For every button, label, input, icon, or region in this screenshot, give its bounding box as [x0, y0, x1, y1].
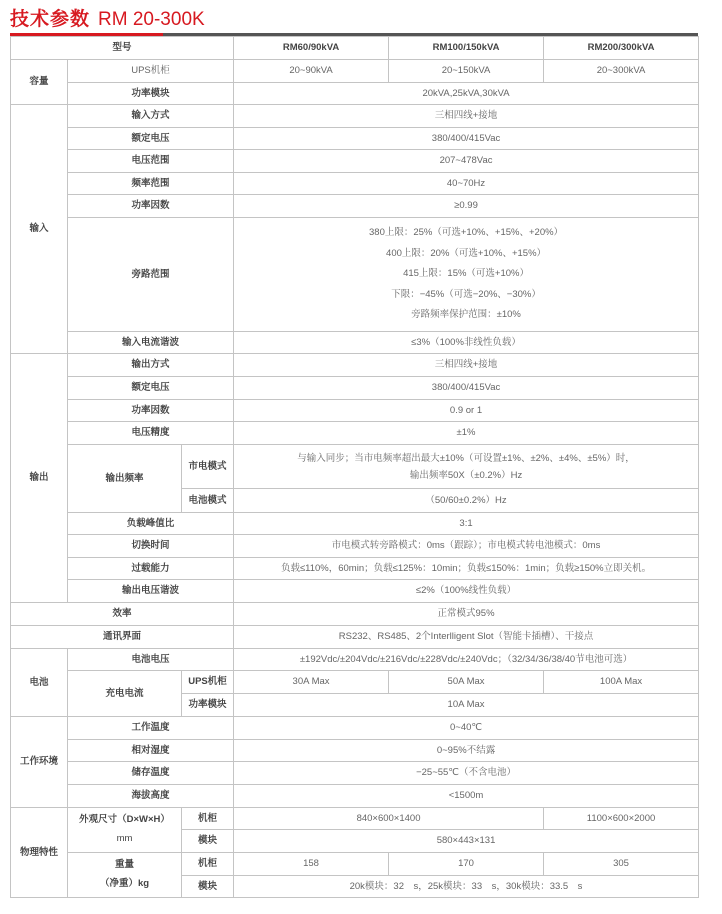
sub-label: 市电模式: [182, 445, 234, 489]
row-label: 输出方式: [68, 354, 234, 377]
bypass-range-values: [234, 218, 699, 332]
cell-value: 158: [234, 853, 389, 876]
model-col-3: RM200/300kVA: [544, 37, 699, 60]
row-label: 储存温度: [68, 762, 234, 785]
cell-value: 305: [544, 853, 699, 876]
table-row-model: [11, 37, 699, 60]
cell-value: 50A Max: [389, 671, 544, 694]
cell-value: <1500m: [234, 785, 699, 808]
row-label: 电压范围: [68, 150, 234, 173]
model-col-1: RM60/90kVA: [234, 37, 389, 60]
table-row-bypass: [11, 218, 699, 332]
row-label: 通讯界面: [11, 626, 234, 649]
row-label: 工作温度: [68, 717, 234, 740]
table-row: [11, 580, 699, 603]
table-row: [11, 83, 699, 105]
table-row: [11, 513, 699, 535]
page-title: [10, 4, 205, 32]
dimensions-label-line: 外观尺寸（D×W×H）: [79, 813, 170, 825]
cell-value: 170: [389, 853, 544, 876]
row-label: UPS机柜: [68, 60, 234, 83]
table-row: [11, 195, 699, 218]
mains-mode-values: [234, 445, 699, 489]
spec-table: [10, 36, 699, 898]
table-row: [11, 60, 699, 83]
table-row: [11, 853, 699, 876]
sub-label: UPS机柜: [182, 671, 234, 694]
cell-value: 市电模式转旁路模式：0ms（跟踪）；市电模式转电池模式：0ms: [234, 535, 699, 558]
cell-value: 380/400/415Vac: [234, 377, 699, 400]
cell-value: 40~70Hz: [234, 173, 699, 195]
bypass-line: 旁路频率保护范围：±10%: [411, 309, 521, 321]
cell-value: 30A Max: [234, 671, 389, 694]
table-row: [11, 717, 699, 740]
table-row: [11, 173, 699, 195]
dimensions-label: [68, 808, 182, 853]
table-row: [11, 603, 699, 626]
cell-value: 0.9 or 1: [234, 400, 699, 422]
cell-value: 0~40℃: [234, 717, 699, 740]
dimensions-unit: mm: [116, 832, 133, 844]
sub-label: 功率模块: [182, 694, 234, 717]
cell-value: 840×600×1400: [234, 808, 544, 830]
group-environment: 工作环境: [11, 717, 68, 808]
cell-value: 三相四线+接地: [234, 105, 699, 128]
row-label: 功率因数: [68, 400, 234, 422]
row-label: 电池电压: [68, 649, 234, 671]
group-capacity: 容量: [11, 60, 68, 105]
model-col-2: RM100/150kVA: [389, 37, 544, 60]
group-battery: 电池: [11, 649, 68, 717]
table-row: [11, 128, 699, 150]
cell-value: 380/400/415Vac: [234, 128, 699, 150]
row-label: 相对湿度: [68, 740, 234, 762]
row-label: 旁路范围: [68, 218, 234, 332]
cell-value: 20~90kVA: [234, 60, 389, 83]
group-physical: 物理特性: [11, 808, 68, 898]
table-row: [11, 762, 699, 785]
cell-value: 0~95%不结露: [234, 740, 699, 762]
cell-value: ≤2%（100%线性负载）: [234, 580, 699, 603]
table-row: [11, 535, 699, 558]
table-row: [11, 400, 699, 422]
cell-value: ≤3%（100%非线性负载）: [234, 332, 699, 354]
cell-value: 10A Max: [234, 694, 699, 717]
table-row: [11, 626, 699, 649]
row-label: 输入方式: [68, 105, 234, 128]
bypass-line: 380上限：25%（可选+10%、+15%、+20%）: [369, 227, 564, 239]
cell-value: 20~300kVA: [544, 60, 699, 83]
cell-value: ±192Vdc/±204Vdc/±216Vdc/±228Vdc/±240Vdc；（32/34/36/38/40节电池可选）: [234, 649, 699, 671]
table-row: [11, 105, 699, 128]
table-row: [11, 558, 699, 580]
row-label: 输出电压谐波: [68, 580, 234, 603]
row-label: 功率模块: [68, 83, 234, 105]
table-row: [11, 354, 699, 377]
sub-label: 机柜: [182, 853, 234, 876]
cell-value: 正常模式95%: [234, 603, 699, 626]
table-row: [11, 422, 699, 445]
cell-value: 20kVA,25kVA,30kVA: [234, 83, 699, 105]
sub-label: 电池模式: [182, 489, 234, 513]
row-label: 切换时间: [68, 535, 234, 558]
cell-value: 20~150kVA: [389, 60, 544, 83]
sub-label: 模块: [182, 830, 234, 853]
cell-value: 3:1: [234, 513, 699, 535]
table-row: [11, 740, 699, 762]
table-row: [11, 649, 699, 671]
cell-value: 20k模块：32 s，25k模块：33 s，30k模块：33.5 s: [234, 876, 699, 898]
table-row: [11, 808, 699, 830]
cell-value: ±1%: [234, 422, 699, 445]
cell-value: 负载≤110%，60min；负载≤125%：10min；负载≤150%：1min；负载≥150%立即关机。: [234, 558, 699, 580]
weight-unit: （净重）kg: [99, 877, 150, 889]
cell-value: 207~478Vac: [234, 150, 699, 173]
table-row: [11, 332, 699, 354]
table-row: [11, 150, 699, 173]
bypass-line: 415上限：15%（可选+10%）: [403, 268, 529, 280]
row-label: 负载峰值比: [68, 513, 234, 535]
mains-line: 输出频率50X（±0.2%）Hz: [409, 469, 523, 481]
cell-value: 580×443×131: [234, 830, 699, 853]
cell-value: （50/60±0.2%）Hz: [234, 489, 699, 513]
row-label: 充电电流: [68, 671, 182, 717]
cell-value: 三相四线+接地: [234, 354, 699, 377]
weight-label-line: 重量: [114, 858, 134, 870]
row-label: 输出频率: [68, 445, 182, 513]
model-label: 型号: [11, 37, 234, 60]
cell-value: 100A Max: [544, 671, 699, 694]
row-label: 频率范围: [68, 173, 234, 195]
row-label: 过载能力: [68, 558, 234, 580]
title-chinese: 技术参数: [10, 9, 91, 30]
table-row: [11, 377, 699, 400]
row-label: 效率: [11, 603, 234, 626]
group-input: 输入: [11, 105, 68, 354]
row-label: 额定电压: [68, 377, 234, 400]
table-row: [11, 671, 699, 694]
row-label: 海拔高度: [68, 785, 234, 808]
mains-line: 与输入同步；当市电频率超出最大±10%（可设置±1%、±2%、±4%、±5%）时，: [297, 452, 635, 464]
row-label: 输入电流谐波: [68, 332, 234, 354]
cell-value: ≥0.99: [234, 195, 699, 218]
sub-label: 机柜: [182, 808, 234, 830]
bypass-line: 400上限：20%（可选+10%、+15%）: [386, 247, 547, 259]
row-label: 功率因数: [68, 195, 234, 218]
sub-label: 模块: [182, 876, 234, 898]
table-row: [11, 785, 699, 808]
title-model: RM 20-300K: [98, 9, 205, 30]
row-label: 额定电压: [68, 128, 234, 150]
table-row: [11, 445, 699, 489]
cell-value: 1100×600×2000: [544, 808, 699, 830]
cell-value: RS232、RS485、2个Interlligent Slot（智能卡插槽）、干接点: [234, 626, 699, 649]
group-output: 输出: [11, 354, 68, 603]
cell-value: −25~55℃（不含电池）: [234, 762, 699, 785]
row-label: 电压精度: [68, 422, 234, 445]
weight-label: [68, 853, 182, 898]
bypass-line: 下限：−45%（可选−20%、−30%）: [391, 288, 541, 300]
